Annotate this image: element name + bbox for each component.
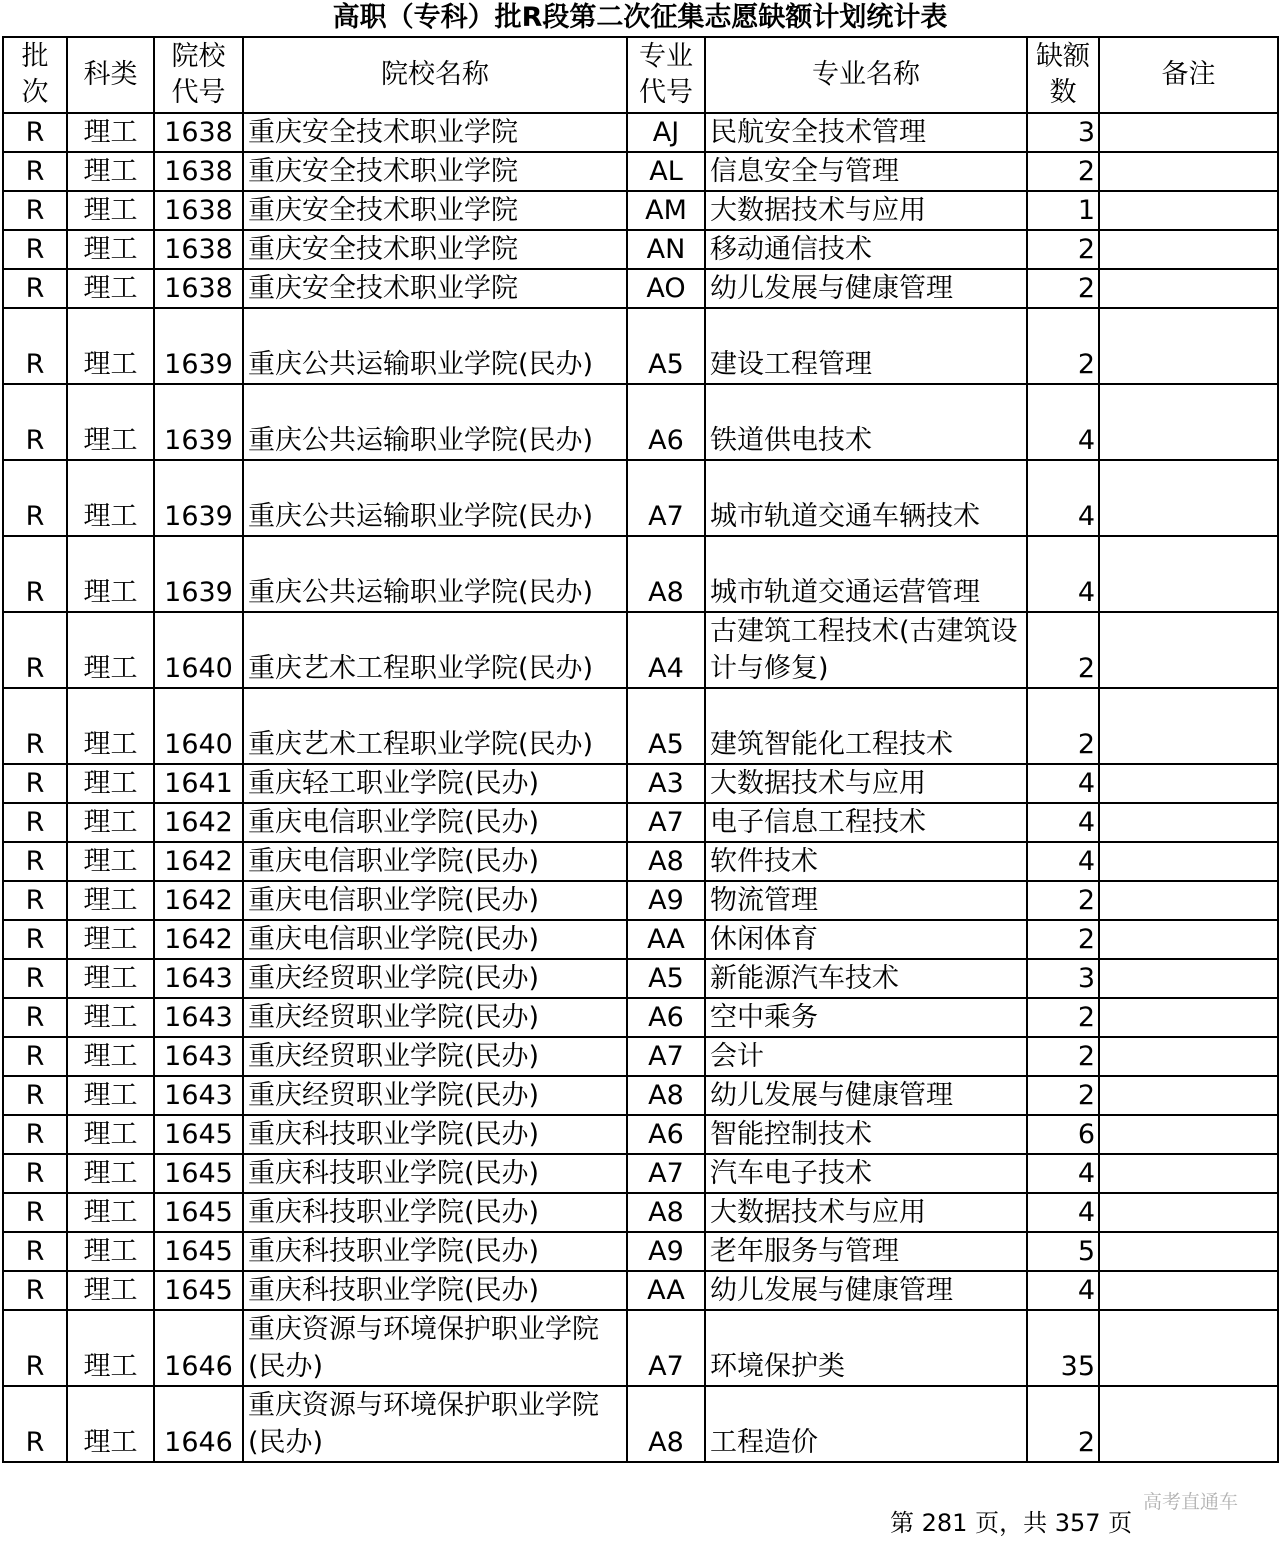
cell-school-name: 重庆经贸职业学院(民办) [243, 1037, 627, 1076]
cell-school-code: 1646 [154, 1386, 243, 1462]
cell-major-code: A8 [627, 842, 705, 881]
cell-school-code: 1642 [154, 881, 243, 920]
cell-batch: R [3, 920, 67, 959]
cell-category: 理工 [67, 1386, 154, 1462]
cell-school-name: 重庆安全技术职业学院 [243, 113, 627, 152]
cell-vacancies: 4 [1027, 460, 1099, 536]
cell-batch: R [3, 1076, 67, 1115]
cell-school-name: 重庆资源与环境保护职业学院(民办) [243, 1386, 627, 1462]
cell-school-name: 重庆公共运输职业学院(民办) [243, 308, 627, 384]
cell-school-code: 1643 [154, 1076, 243, 1115]
cell-remarks [1099, 1115, 1278, 1154]
cell-category: 理工 [67, 230, 154, 269]
cell-major-name: 智能控制技术 [705, 1115, 1027, 1154]
cell-category: 理工 [67, 536, 154, 612]
cell-major-code: A7 [627, 803, 705, 842]
cell-batch: R [3, 1232, 67, 1271]
cell-remarks [1099, 152, 1278, 191]
cell-major-code: A5 [627, 688, 705, 764]
cell-school-name: 重庆艺术工程职业学院(民办) [243, 688, 627, 764]
cell-category: 理工 [67, 269, 154, 308]
cell-vacancies: 2 [1027, 998, 1099, 1037]
cell-batch: R [3, 612, 67, 688]
cell-vacancies: 2 [1027, 881, 1099, 920]
cell-major-code: AL [627, 152, 705, 191]
cell-batch: R [3, 1310, 67, 1386]
cell-major-name: 休闲体育 [705, 920, 1027, 959]
cell-school-name: 重庆艺术工程职业学院(民办) [243, 612, 627, 688]
cell-major-name: 民航安全技术管理 [705, 113, 1027, 152]
table-row [3, 764, 1278, 803]
cell-school-code: 1639 [154, 308, 243, 384]
cell-vacancies: 2 [1027, 1386, 1099, 1462]
cell-school-code: 1646 [154, 1310, 243, 1386]
cell-major-code: AO [627, 269, 705, 308]
watermark: 高考直通车 [1143, 1491, 1239, 1513]
cell-vacancies: 35 [1027, 1310, 1099, 1386]
cell-remarks [1099, 191, 1278, 230]
cell-remarks [1099, 460, 1278, 536]
cell-major-code: A7 [627, 1037, 705, 1076]
cell-batch: R [3, 460, 67, 536]
cell-batch: R [3, 191, 67, 230]
header-batch: 批次 [3, 37, 67, 113]
cell-major-name: 移动通信技术 [705, 230, 1027, 269]
cell-vacancies: 4 [1027, 842, 1099, 881]
cell-remarks [1099, 803, 1278, 842]
table-row [3, 881, 1278, 920]
cell-remarks [1099, 1193, 1278, 1232]
cell-remarks [1099, 113, 1278, 152]
cell-major-name: 建设工程管理 [705, 308, 1027, 384]
cell-school-code: 1641 [154, 764, 243, 803]
cell-remarks [1099, 920, 1278, 959]
cell-category: 理工 [67, 1076, 154, 1115]
cell-school-code: 1638 [154, 191, 243, 230]
table-row [3, 803, 1278, 842]
cell-major-name: 古建筑工程技术(古建筑设计与修复) [705, 612, 1027, 688]
header-category: 科类 [67, 37, 154, 113]
cell-vacancies: 4 [1027, 764, 1099, 803]
cell-category: 理工 [67, 959, 154, 998]
cell-vacancies: 4 [1027, 1193, 1099, 1232]
cell-vacancies: 4 [1027, 803, 1099, 842]
cell-major-name: 城市轨道交通车辆技术 [705, 460, 1027, 536]
cell-major-code: A8 [627, 1076, 705, 1115]
cell-vacancies: 2 [1027, 1076, 1099, 1115]
cell-batch: R [3, 959, 67, 998]
cell-major-code: A9 [627, 1232, 705, 1271]
cell-school-name: 重庆公共运输职业学院(民办) [243, 460, 627, 536]
cell-vacancies: 2 [1027, 688, 1099, 764]
cell-major-code: AA [627, 1271, 705, 1310]
cell-remarks [1099, 1076, 1278, 1115]
cell-remarks [1099, 612, 1278, 688]
cell-remarks [1099, 1386, 1278, 1462]
cell-batch: R [3, 536, 67, 612]
cell-vacancies: 3 [1027, 959, 1099, 998]
cell-remarks [1099, 998, 1278, 1037]
cell-remarks [1099, 881, 1278, 920]
cell-category: 理工 [67, 998, 154, 1037]
cell-batch: R [3, 764, 67, 803]
cell-batch: R [3, 1115, 67, 1154]
vacancy-table [2, 36, 1279, 1463]
cell-school-name: 重庆公共运输职业学院(民办) [243, 384, 627, 460]
table-row [3, 460, 1278, 536]
cell-school-code: 1639 [154, 384, 243, 460]
table-row [3, 1076, 1278, 1115]
table-row [3, 842, 1278, 881]
table-row [3, 959, 1278, 998]
cell-vacancies: 2 [1027, 920, 1099, 959]
cell-school-name: 重庆电信职业学院(民办) [243, 920, 627, 959]
cell-school-code: 1643 [154, 959, 243, 998]
cell-remarks [1099, 269, 1278, 308]
cell-school-name: 重庆科技职业学院(民办) [243, 1115, 627, 1154]
cell-batch: R [3, 384, 67, 460]
cell-batch: R [3, 269, 67, 308]
cell-major-name: 空中乘务 [705, 998, 1027, 1037]
table-row [3, 1310, 1278, 1386]
table-row [3, 1232, 1278, 1271]
cell-category: 理工 [67, 1232, 154, 1271]
cell-remarks [1099, 1310, 1278, 1386]
cell-major-code: A6 [627, 1115, 705, 1154]
cell-major-name: 幼儿发展与健康管理 [705, 1271, 1027, 1310]
cell-major-code: A5 [627, 959, 705, 998]
cell-batch: R [3, 998, 67, 1037]
cell-school-code: 1645 [154, 1232, 243, 1271]
cell-school-code: 1645 [154, 1154, 243, 1193]
cell-school-code: 1642 [154, 842, 243, 881]
cell-category: 理工 [67, 842, 154, 881]
cell-school-name: 重庆科技职业学院(民办) [243, 1154, 627, 1193]
cell-school-code: 1643 [154, 998, 243, 1037]
table-row [3, 1193, 1278, 1232]
cell-school-code: 1643 [154, 1037, 243, 1076]
cell-category: 理工 [67, 1154, 154, 1193]
cell-major-name: 工程造价 [705, 1386, 1027, 1462]
cell-major-code: A7 [627, 1154, 705, 1193]
table-row [3, 1154, 1278, 1193]
cell-category: 理工 [67, 920, 154, 959]
cell-school-code: 1639 [154, 536, 243, 612]
cell-category: 理工 [67, 612, 154, 688]
cell-category: 理工 [67, 1310, 154, 1386]
cell-major-code: A6 [627, 384, 705, 460]
cell-category: 理工 [67, 113, 154, 152]
cell-category: 理工 [67, 152, 154, 191]
cell-school-name: 重庆电信职业学院(民办) [243, 842, 627, 881]
cell-major-code: A3 [627, 764, 705, 803]
table-row [3, 612, 1278, 688]
cell-school-code: 1640 [154, 612, 243, 688]
cell-batch: R [3, 1154, 67, 1193]
cell-major-name: 汽车电子技术 [705, 1154, 1027, 1193]
header-row [3, 37, 1278, 113]
cell-remarks [1099, 959, 1278, 998]
cell-major-code: A8 [627, 536, 705, 612]
page-footer: 第 281 页，共 357 页 [890, 1509, 1133, 1537]
cell-school-name: 重庆电信职业学院(民办) [243, 803, 627, 842]
cell-remarks [1099, 384, 1278, 460]
cell-category: 理工 [67, 688, 154, 764]
table-row [3, 308, 1278, 384]
cell-major-name: 信息安全与管理 [705, 152, 1027, 191]
cell-major-name: 幼儿发展与健康管理 [705, 269, 1027, 308]
cell-vacancies: 2 [1027, 612, 1099, 688]
cell-batch: R [3, 803, 67, 842]
cell-category: 理工 [67, 308, 154, 384]
cell-category: 理工 [67, 384, 154, 460]
cell-school-code: 1645 [154, 1193, 243, 1232]
cell-major-code: A7 [627, 1310, 705, 1386]
header-school-code: 院校代号 [154, 37, 243, 113]
header-major-code: 专业代号 [627, 37, 705, 113]
cell-school-name: 重庆经贸职业学院(民办) [243, 959, 627, 998]
cell-batch: R [3, 688, 67, 764]
cell-school-name: 重庆安全技术职业学院 [243, 191, 627, 230]
cell-major-name: 城市轨道交通运营管理 [705, 536, 1027, 612]
cell-school-code: 1642 [154, 803, 243, 842]
cell-category: 理工 [67, 1115, 154, 1154]
table-row [3, 1115, 1278, 1154]
cell-vacancies: 3 [1027, 113, 1099, 152]
cell-major-name: 建筑智能化工程技术 [705, 688, 1027, 764]
table-body [3, 113, 1278, 1462]
cell-major-name: 铁道供电技术 [705, 384, 1027, 460]
table-row [3, 536, 1278, 612]
cell-major-name: 大数据技术与应用 [705, 1193, 1027, 1232]
cell-remarks [1099, 230, 1278, 269]
cell-major-code: A5 [627, 308, 705, 384]
cell-category: 理工 [67, 881, 154, 920]
table-row [3, 1386, 1278, 1462]
cell-batch: R [3, 152, 67, 191]
cell-remarks [1099, 536, 1278, 612]
header-remarks: 备注 [1099, 37, 1278, 113]
cell-remarks [1099, 688, 1278, 764]
cell-major-code: A6 [627, 998, 705, 1037]
cell-school-code: 1638 [154, 269, 243, 308]
cell-major-name: 会计 [705, 1037, 1027, 1076]
cell-batch: R [3, 308, 67, 384]
cell-vacancies: 1 [1027, 191, 1099, 230]
cell-vacancies: 4 [1027, 1271, 1099, 1310]
cell-school-code: 1638 [154, 113, 243, 152]
cell-vacancies: 5 [1027, 1232, 1099, 1271]
header-major-name: 专业名称 [705, 37, 1027, 113]
cell-batch: R [3, 881, 67, 920]
cell-major-name: 幼儿发展与健康管理 [705, 1076, 1027, 1115]
cell-remarks [1099, 842, 1278, 881]
cell-category: 理工 [67, 191, 154, 230]
cell-major-code: AA [627, 920, 705, 959]
cell-school-name: 重庆经贸职业学院(民办) [243, 998, 627, 1037]
cell-school-code: 1638 [154, 230, 243, 269]
cell-remarks [1099, 1037, 1278, 1076]
cell-school-code: 1642 [154, 920, 243, 959]
cell-school-code: 1645 [154, 1115, 243, 1154]
cell-major-name: 老年服务与管理 [705, 1232, 1027, 1271]
cell-category: 理工 [67, 764, 154, 803]
cell-school-name: 重庆安全技术职业学院 [243, 152, 627, 191]
table-row [3, 998, 1278, 1037]
table-row [3, 384, 1278, 460]
cell-school-code: 1638 [154, 152, 243, 191]
cell-school-name: 重庆科技职业学院(民办) [243, 1232, 627, 1271]
cell-major-name: 软件技术 [705, 842, 1027, 881]
header-vacancies: 缺额数 [1027, 37, 1099, 113]
cell-remarks [1099, 764, 1278, 803]
cell-school-code: 1639 [154, 460, 243, 536]
cell-school-name: 重庆公共运输职业学院(民办) [243, 536, 627, 612]
header-school-name: 院校名称 [243, 37, 627, 113]
cell-major-name: 电子信息工程技术 [705, 803, 1027, 842]
cell-vacancies: 2 [1027, 269, 1099, 308]
cell-batch: R [3, 230, 67, 269]
cell-major-name: 大数据技术与应用 [705, 191, 1027, 230]
cell-batch: R [3, 1386, 67, 1462]
cell-remarks [1099, 1154, 1278, 1193]
cell-remarks [1099, 1271, 1278, 1310]
cell-vacancies: 4 [1027, 384, 1099, 460]
cell-major-code: A8 [627, 1193, 705, 1232]
cell-major-name: 新能源汽车技术 [705, 959, 1027, 998]
cell-school-code: 1645 [154, 1271, 243, 1310]
cell-category: 理工 [67, 803, 154, 842]
table-row [3, 269, 1278, 308]
cell-school-name: 重庆经贸职业学院(民办) [243, 1076, 627, 1115]
table-row [3, 688, 1278, 764]
cell-major-name: 环境保护类 [705, 1310, 1027, 1386]
cell-category: 理工 [67, 1271, 154, 1310]
cell-batch: R [3, 113, 67, 152]
cell-remarks [1099, 308, 1278, 384]
cell-category: 理工 [67, 1037, 154, 1076]
table-row [3, 113, 1278, 152]
cell-school-name: 重庆科技职业学院(民办) [243, 1193, 627, 1232]
cell-batch: R [3, 842, 67, 881]
cell-school-name: 重庆安全技术职业学院 [243, 269, 627, 308]
cell-school-code: 1640 [154, 688, 243, 764]
table-row [3, 191, 1278, 230]
cell-major-code: AN [627, 230, 705, 269]
table-row [3, 1037, 1278, 1076]
cell-major-code: A8 [627, 1386, 705, 1462]
table-row [3, 230, 1278, 269]
table-row [3, 1271, 1278, 1310]
cell-major-code: AM [627, 191, 705, 230]
cell-remarks [1099, 1232, 1278, 1271]
cell-vacancies: 6 [1027, 1115, 1099, 1154]
cell-vacancies: 2 [1027, 152, 1099, 191]
cell-school-name: 重庆资源与环境保护职业学院(民办) [243, 1310, 627, 1386]
cell-batch: R [3, 1271, 67, 1310]
cell-school-name: 重庆安全技术职业学院 [243, 230, 627, 269]
cell-vacancies: 2 [1027, 308, 1099, 384]
cell-category: 理工 [67, 460, 154, 536]
cell-school-name: 重庆电信职业学院(民办) [243, 881, 627, 920]
cell-major-code: A7 [627, 460, 705, 536]
cell-vacancies: 4 [1027, 536, 1099, 612]
cell-batch: R [3, 1193, 67, 1232]
cell-school-name: 重庆轻工职业学院(民办) [243, 764, 627, 803]
cell-vacancies: 4 [1027, 1154, 1099, 1193]
page-title: 高职（专科）批R段第二次征集志愿缺额计划统计表 [332, 2, 948, 33]
cell-major-code: A4 [627, 612, 705, 688]
cell-batch: R [3, 1037, 67, 1076]
cell-major-code: AJ [627, 113, 705, 152]
cell-school-name: 重庆科技职业学院(民办) [243, 1271, 627, 1310]
cell-category: 理工 [67, 1193, 154, 1232]
cell-vacancies: 2 [1027, 230, 1099, 269]
cell-major-name: 物流管理 [705, 881, 1027, 920]
cell-major-code: A9 [627, 881, 705, 920]
cell-major-name: 大数据技术与应用 [705, 764, 1027, 803]
table-row [3, 152, 1278, 191]
table-row [3, 920, 1278, 959]
cell-vacancies: 2 [1027, 1037, 1099, 1076]
